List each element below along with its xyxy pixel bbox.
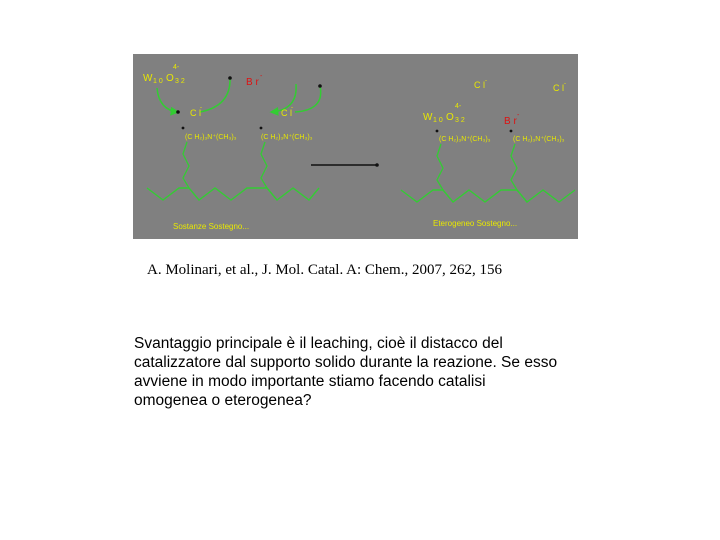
left-bromide-charge: - bbox=[260, 73, 263, 80]
left-anion-charge: 4- bbox=[173, 64, 180, 71]
left-chain-label-1: (C H₂)₃N⁺(CH₃)₃ bbox=[185, 134, 237, 141]
left-caption: Sostanze Sostegno... bbox=[173, 222, 250, 231]
right-cl-right-charge: - bbox=[564, 81, 566, 87]
citation: A. Molinari, et al., J. Mol. Catal. A: Chem., 2007, 262, 156 bbox=[147, 262, 502, 278]
right-anion-sub-w: 1 0 bbox=[433, 117, 443, 124]
left-pendant-chain-1 bbox=[183, 142, 189, 188]
left-arrow-dot-1 bbox=[176, 110, 180, 114]
right-pendant-chain-2 bbox=[511, 144, 517, 190]
right-n-dot-1 bbox=[436, 130, 439, 133]
right-chain-label-1: (C H₂)₃N⁺(CH₃)₃ bbox=[439, 136, 491, 143]
left-anion-w: W bbox=[143, 73, 153, 84]
right-bromide-charge: - bbox=[517, 112, 520, 119]
left-polymer-backbone bbox=[147, 188, 319, 200]
left-anion-sub-w: 1 0 bbox=[153, 78, 163, 85]
reaction-arrow-head bbox=[375, 163, 379, 167]
body-paragraph bbox=[134, 334, 584, 410]
reaction-scheme-svg bbox=[133, 54, 578, 239]
body-line-4: omogenea o eterogenea? bbox=[134, 392, 312, 409]
right-pendant-chain-1 bbox=[437, 144, 443, 190]
left-anion-sub-o: 3 2 bbox=[175, 78, 185, 85]
left-arrow-dot-2 bbox=[228, 76, 232, 80]
reaction-scheme-figure bbox=[133, 54, 578, 239]
body-line-3: avviene in modo importante stiamo facendo catalisi bbox=[134, 373, 486, 390]
left-cl-1: C l bbox=[190, 108, 201, 118]
body-line-2: catalizzatore dal supporto solido durante la reazione. Se esso bbox=[134, 354, 558, 371]
left-bromide: B r bbox=[246, 77, 259, 88]
left-arrow-dot-3 bbox=[318, 84, 322, 88]
left-anion-o: O bbox=[166, 73, 174, 84]
right-n-dot-2 bbox=[510, 130, 513, 133]
left-chain-label-2: (C H₂)₃N⁺(CH₃)₃ bbox=[261, 134, 313, 141]
right-cl-right: C l bbox=[553, 83, 564, 93]
right-anion-sub-o: 3 2 bbox=[455, 117, 465, 124]
right-chain-label-2: (C H₂)₃N⁺(CH₃)₃ bbox=[513, 136, 565, 143]
right-polymer-backbone bbox=[401, 190, 575, 202]
left-curved-arrow-4 bbox=[295, 86, 321, 112]
right-anion-o: O bbox=[446, 112, 454, 123]
right-caption: Eterogeneo Sostegno... bbox=[433, 219, 518, 228]
right-anion-charge: 4- bbox=[455, 103, 462, 110]
right-cl-top: C l bbox=[474, 80, 485, 90]
left-n-dot-2 bbox=[260, 127, 263, 130]
left-cl-1-charge: - bbox=[200, 105, 202, 111]
left-pendant-chain-2 bbox=[261, 142, 267, 188]
left-n-dot-1 bbox=[182, 127, 185, 130]
left-cl-2: C l bbox=[281, 108, 292, 118]
left-cl-2-charge: - bbox=[291, 105, 293, 111]
left-curved-arrow-2 bbox=[200, 78, 230, 112]
left-curved-arrow-1 bbox=[157, 88, 178, 112]
right-bromide: B r bbox=[504, 116, 517, 127]
right-cl-top-charge: - bbox=[485, 78, 487, 84]
right-anion-w: W bbox=[423, 112, 433, 123]
body-line-1: Svantaggio principale è il leaching, cioè il distacco del bbox=[134, 335, 503, 352]
